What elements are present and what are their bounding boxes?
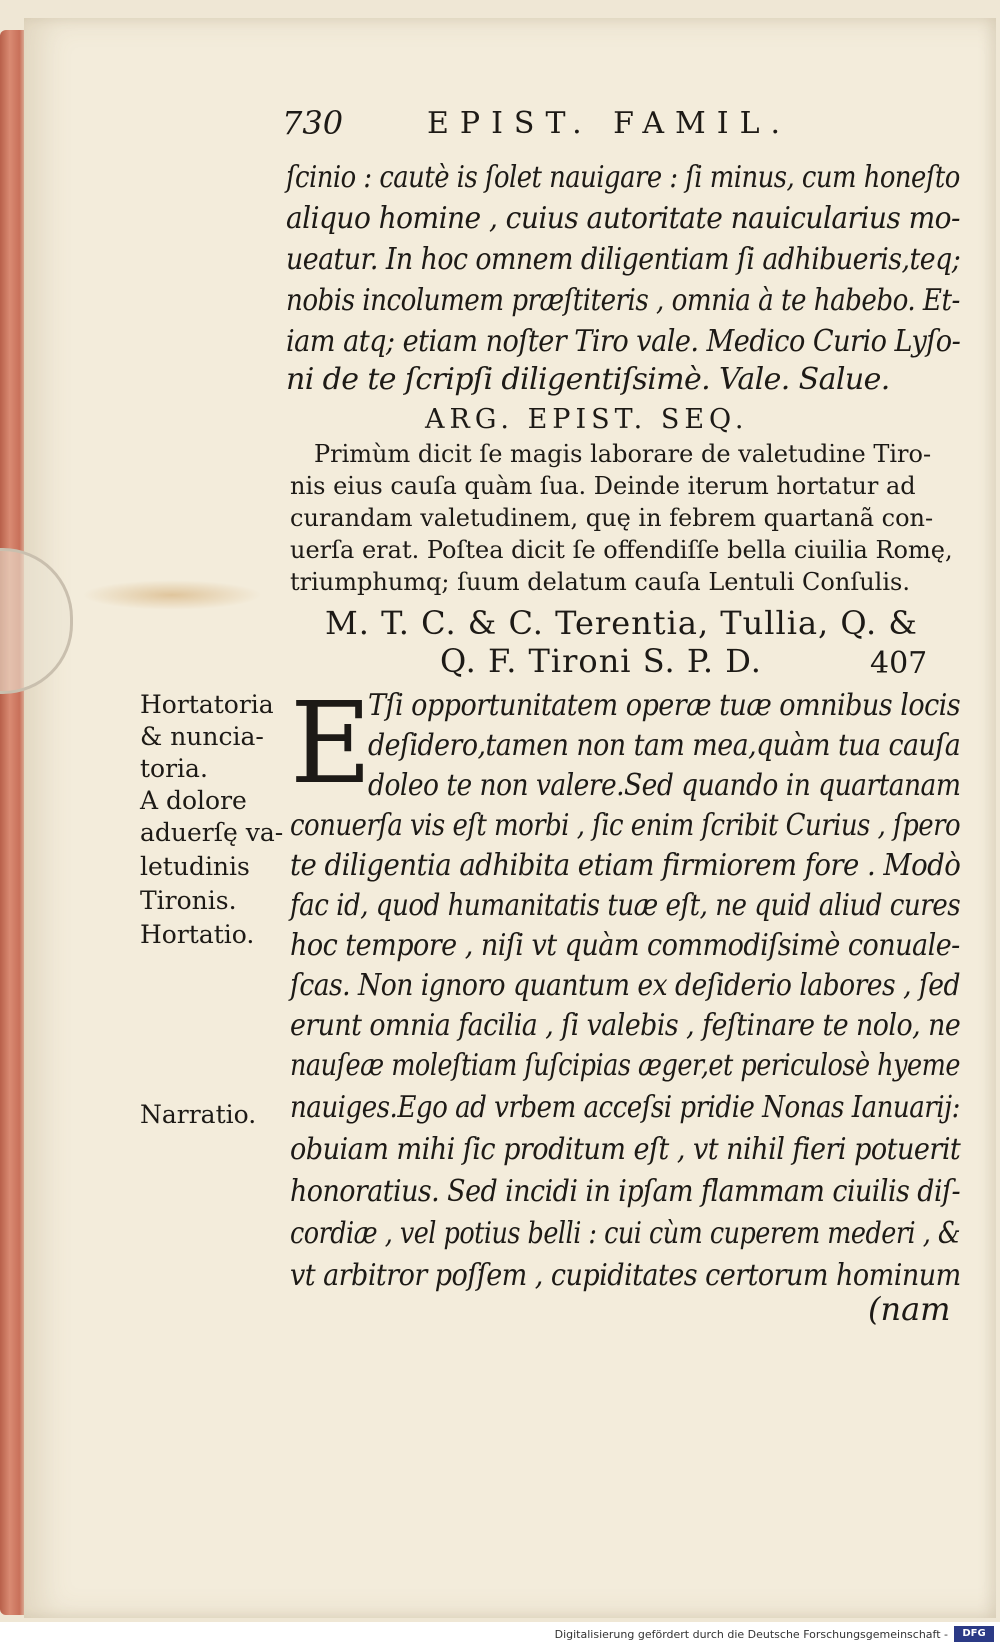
argument-line: curandam valetudinem, quę in febrem quartanã con-: [290, 504, 934, 532]
marginal-note: toria.: [140, 754, 208, 783]
text-line: vt arbitror poſſem , cupiditates certorum hominum: [290, 1258, 961, 1293]
running-title: EPIST. FAMIL.: [427, 106, 792, 141]
text-line: te diligentia adhibita etiam firmiorem fore . Modò: [290, 848, 961, 883]
marginal-note: Hortatoria: [140, 690, 274, 719]
marginal-note: Tironis.: [140, 886, 237, 915]
text-line: cordiæ , vel potius belli : cui cùm cuperem mederi , &: [290, 1216, 961, 1251]
marginal-note: letudinis: [140, 852, 250, 881]
marginal-note: Hortatio.: [140, 920, 255, 949]
epistle-number: 407: [870, 646, 928, 681]
salutation-line: M. T. C. & C. Terentia, Tullia, Q. &: [325, 604, 918, 642]
drop-cap: E: [290, 679, 372, 809]
paper-stain: [82, 580, 262, 610]
salutation-line: Q. F. Tironi S. P. D.: [440, 642, 762, 680]
text-line: fac id, quod humanitatis tuæ eſt, ne quid aliud cures: [290, 888, 961, 923]
catchword: (nam: [868, 1290, 951, 1328]
text-line: ni de te ſcripſi diligentiſsimè. Vale. Salue.: [286, 362, 890, 397]
text-line: iam atq; etiam noſter Tiro vale. Medico Curio Lyſo-: [286, 324, 961, 359]
page-number: 730: [282, 104, 344, 142]
text-line: nobis incolumem præſtiteris , omnia à te habebo. Et-: [286, 283, 960, 318]
text-line: conuerſa vis eſt morbi , ſic enim ſcribit Curius , ſpero: [290, 808, 961, 843]
argument-heading: ARG. EPIST. SEQ.: [425, 404, 749, 435]
argument-line: uerſa erat. Poſtea dicit ſe offendiſſe bella ciuilia Romę,: [290, 536, 953, 564]
text-line: honoratius. Sed incidi in ipſam flammam ciuilis diſ-: [290, 1174, 961, 1209]
text-line: nauiges.Ego ad vrbem acceſsi pridie Nonas Ianuarij:: [290, 1090, 960, 1125]
text-line: ſcas. Non ignoro quantum ex deſiderio labores , ſed: [290, 968, 960, 1003]
digitization-credit: Digitalisierung gefördert durch die Deutsche Forschungsgemeinschaft -: [554, 1628, 948, 1641]
text-line: doleo te non valere.Sed quando in quartanam: [368, 768, 961, 803]
text-line: obuiam mihi ſic proditum eſt , vt nihil fieri potuerit: [290, 1132, 961, 1167]
running-head: [282, 104, 932, 148]
text-line: ſcinio : cautè is ſolet nauigare : ſi minus, cum honeſto: [286, 160, 960, 195]
text-line: deſidero,tamen non tam mea,quàm tua cauſa: [368, 728, 961, 763]
argument-line: triumphumq; ſuum delatum cauſa Lentuli Conſulis.: [290, 568, 910, 596]
text-line: aliquo homine , cuius autoritate nauicularius mo-: [286, 201, 960, 236]
text-line: ueatur. In hoc omnem diligentiam ſi adhibueris,teq;: [286, 242, 961, 277]
marginal-note: aduerſę va-: [140, 818, 284, 847]
marginal-note: Narratio.: [140, 1100, 257, 1129]
marginal-note: A dolore: [140, 786, 247, 815]
text-line: nauſeæ moleſtiam ſuſcipias æger,et periculosè hyeme: [290, 1048, 960, 1083]
marginal-note: & nuncia-: [140, 722, 264, 751]
text-line: Tſi opportunitatem operæ tuæ omnibus locis: [368, 688, 961, 723]
text-line: erunt omnia facilia , ſi valebis , feſtinare te nolo, ne: [290, 1008, 961, 1043]
argument-line: nis eius cauſa quàm ſua. Deinde iterum hortatur ad: [290, 472, 916, 500]
dfg-logo: DFG: [954, 1626, 994, 1642]
argument-line: Primùm dicit ſe magis laborare de valetudine Tiro-: [314, 440, 932, 468]
text-line: hoc tempore , niſi vt quàm commodiſsimè conuale-: [290, 928, 960, 963]
